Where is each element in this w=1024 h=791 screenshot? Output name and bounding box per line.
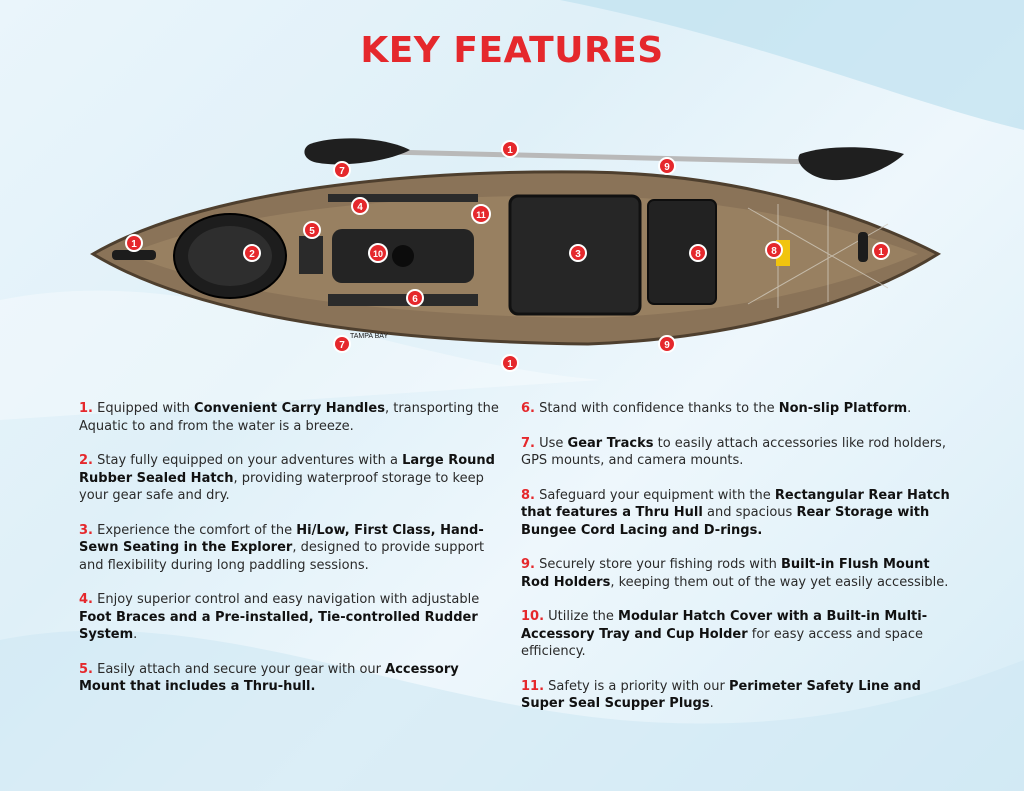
feature-text: for easy access and space efficiency. xyxy=(521,626,923,659)
marker-9b xyxy=(659,336,675,352)
marker-8b xyxy=(766,242,782,258)
brand-print: TAMPA BAY xyxy=(350,333,389,340)
svg-text:1: 1 xyxy=(878,247,884,258)
feature-number: 3. xyxy=(79,522,93,538)
feature-number: 8. xyxy=(521,487,535,503)
feature-text: Securely store your fishing rods with xyxy=(539,557,781,572)
feature-item xyxy=(521,400,951,418)
marker-7b xyxy=(334,336,350,352)
marker-10 xyxy=(369,244,387,262)
svg-text:4: 4 xyxy=(357,202,363,213)
marker-5 xyxy=(304,222,320,238)
feature-text: . xyxy=(133,627,138,642)
feature-number: 4. xyxy=(79,592,93,607)
marker-3 xyxy=(570,245,586,261)
feature-number: 1. xyxy=(79,401,93,416)
kayak-image xyxy=(88,128,948,378)
page-title: KEY FEATURES xyxy=(360,30,664,71)
feature-item xyxy=(79,400,504,435)
feature-item xyxy=(521,435,951,470)
svg-text:10: 10 xyxy=(372,249,384,259)
feature-text: , designed to provide support and flexibility during long paddling sessions. xyxy=(79,540,485,573)
feature-highlight: Rear Storage with Bungee Cord Lacing and D-rings. xyxy=(521,505,930,538)
features-left-column xyxy=(79,400,504,713)
feature-item xyxy=(521,678,951,713)
svg-text:11: 11 xyxy=(476,210,486,220)
svg-text:1: 1 xyxy=(507,359,513,370)
feature-item xyxy=(521,487,951,540)
kayak-diagram xyxy=(88,128,948,378)
marker-1c xyxy=(873,243,889,259)
marker-1b xyxy=(126,235,142,251)
svg-text:1: 1 xyxy=(507,145,513,156)
feature-text: Stand with confidence thanks to the xyxy=(539,401,779,416)
feature-number: 6. xyxy=(521,401,535,416)
feature-text: Experience the comfort of the xyxy=(97,522,297,538)
feature-number: 7. xyxy=(521,435,535,451)
feature-highlight: Rectangular Rear Hatch that features a Thru Hull xyxy=(521,487,950,520)
marker-1a xyxy=(502,141,518,157)
feature-text: Use xyxy=(539,435,568,451)
feature-text: to easily attach accessories like rod holders, GPS mounts, and camera mounts. xyxy=(521,435,946,468)
features-right-column xyxy=(521,400,951,730)
marker-9a xyxy=(659,158,675,174)
feature-item xyxy=(79,661,504,696)
feature-item xyxy=(521,556,951,591)
svg-text:7: 7 xyxy=(339,166,345,177)
svg-text:7: 7 xyxy=(339,340,345,351)
feature-text: , keeping them out of the way yet easily accessible. xyxy=(610,574,949,590)
foot-brace-rail-bottom xyxy=(328,294,478,306)
feature-highlight: Convenient Carry Handles xyxy=(194,401,385,416)
feature-text: Easily attach and secure your gear with our xyxy=(97,661,386,677)
feature-highlight: Perimeter Safety Line and Super Seal Scupper Plugs xyxy=(521,678,921,711)
feature-text: , transporting the Aquatic to and from the water is a breeze. xyxy=(79,401,499,434)
svg-text:9: 9 xyxy=(664,340,670,351)
foot-brace-rail-top xyxy=(328,194,478,202)
feature-number: 5. xyxy=(79,661,93,677)
feature-highlight: Accessory Mount that includes a Thru-hull. xyxy=(79,661,459,694)
feature-text: . xyxy=(709,696,714,711)
feature-text: Equipped with xyxy=(97,401,195,416)
svg-text:3: 3 xyxy=(575,249,581,260)
marker-7a xyxy=(334,162,350,178)
feature-highlight: Large Round Rubber Sealed Hatch xyxy=(79,453,495,486)
svg-text:1: 1 xyxy=(131,239,137,250)
feature-number: 2. xyxy=(79,453,93,468)
feature-highlight: Gear Tracks xyxy=(567,435,654,451)
feature-highlight: Non-slip Platform xyxy=(778,401,908,416)
svg-text:2: 2 xyxy=(249,249,255,260)
feature-item xyxy=(79,591,504,644)
svg-text:9: 9 xyxy=(664,162,670,173)
feature-item xyxy=(79,522,504,575)
marker-1d xyxy=(502,355,518,371)
feature-text: , providing waterproof storage to keep your gear safe and dry. xyxy=(79,470,484,503)
feature-item xyxy=(521,608,951,661)
feature-text: Enjoy superior control and easy navigation with adjustable xyxy=(97,592,480,607)
svg-text:5: 5 xyxy=(309,226,315,237)
marker-4 xyxy=(352,198,368,214)
feature-text: and spacious xyxy=(702,505,797,520)
marker-11 xyxy=(472,205,490,223)
feature-number: 11. xyxy=(521,678,545,694)
svg-text:8: 8 xyxy=(695,249,701,260)
feature-number: 9. xyxy=(521,557,535,572)
marker-8a xyxy=(690,245,706,261)
feature-text: . xyxy=(907,401,912,416)
small-hatch xyxy=(299,236,323,274)
feature-text: Stay fully equipped on your adventures with a xyxy=(97,453,403,468)
marker-2 xyxy=(244,245,260,261)
stern-handle xyxy=(858,232,868,262)
feature-highlight: Built-in Flush Mount Rod Holders xyxy=(521,557,930,590)
svg-text:8: 8 xyxy=(771,246,777,257)
feature-text: Safety is a priority with our xyxy=(548,678,729,694)
feature-highlight: Foot Braces and a Pre-installed, Tie-controlled Rudder System xyxy=(79,609,478,642)
marker-6 xyxy=(407,290,423,306)
feature-item xyxy=(79,452,504,505)
feature-text: Utilize the xyxy=(548,609,619,624)
feature-highlight: Hi/Low, First Class, Hand-Sewn Seating in the Explorer xyxy=(79,522,484,555)
feature-text: Safeguard your equipment with the xyxy=(539,487,775,503)
svg-text:6: 6 xyxy=(412,294,418,305)
feature-number: 10. xyxy=(521,609,545,624)
feature-highlight: Modular Hatch Cover with a Built-in Multi-Accessory Tray and Cup Holder xyxy=(521,609,928,642)
